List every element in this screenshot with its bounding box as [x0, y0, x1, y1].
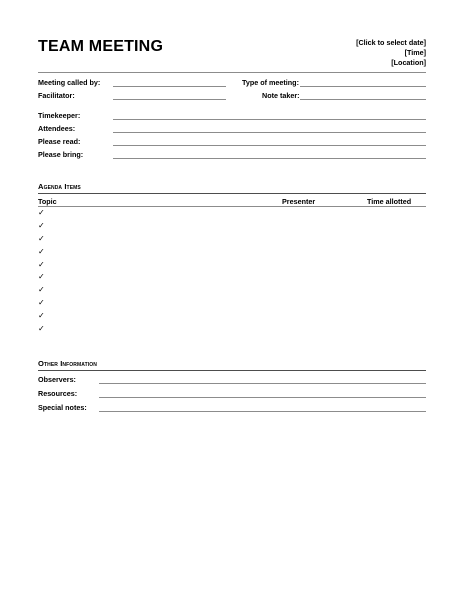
agenda-row-checkmark-icon[interactable]: ✓: [38, 234, 45, 243]
called-by-label: Meeting called by:: [38, 78, 101, 87]
agenda-heading: Agenda Items: [38, 182, 81, 191]
attendees-label: Attendees:: [38, 124, 76, 133]
agenda-row-checkmark-icon[interactable]: ✓: [38, 247, 45, 256]
agenda-row-checkmark-icon[interactable]: ✓: [38, 311, 45, 320]
agenda-row-checkmark-icon[interactable]: ✓: [38, 260, 45, 269]
please-bring-label: Please bring:: [38, 150, 84, 159]
special-notes-label: Special notes:: [38, 403, 87, 412]
col-time-allotted: Time allotted: [367, 197, 412, 206]
special-notes-field[interactable]: [99, 411, 426, 412]
facilitator-field[interactable]: [113, 99, 226, 100]
note-taker-label: Note taker:: [262, 91, 300, 100]
agenda-header-divider: [38, 206, 426, 207]
agenda-divider: [38, 193, 426, 194]
note-taker-field[interactable]: [300, 99, 426, 100]
facilitator-label: Facilitator:: [38, 91, 75, 100]
time-field[interactable]: [Time]: [404, 48, 426, 57]
observers-label: Observers:: [38, 375, 76, 384]
type-of-meeting-field[interactable]: [300, 86, 426, 87]
col-topic: Topic: [38, 197, 57, 206]
title-meeting: MEETING: [88, 38, 164, 55]
agenda-row-checkmark-icon[interactable]: ✓: [38, 285, 45, 294]
title-team: TEAM: [38, 38, 85, 55]
called-by-field[interactable]: [113, 86, 226, 87]
timekeeper-field[interactable]: [113, 119, 426, 120]
other-info-divider: [38, 370, 426, 371]
page-title: [38, 38, 163, 56]
resources-label: Resources:: [38, 389, 78, 398]
timekeeper-label: Timekeeper:: [38, 111, 81, 120]
please-bring-field[interactable]: [113, 158, 426, 159]
agenda-row-checkmark-icon[interactable]: ✓: [38, 221, 45, 230]
please-read-label: Please read:: [38, 137, 81, 146]
please-read-field[interactable]: [113, 145, 426, 146]
col-presenter: Presenter: [282, 197, 316, 206]
location-field[interactable]: [Location]: [391, 58, 426, 67]
other-info-heading: Other Information: [38, 359, 97, 368]
agenda-row-checkmark-icon[interactable]: ✓: [38, 298, 45, 307]
observers-field[interactable]: [99, 383, 426, 384]
agenda-row-checkmark-icon[interactable]: ✓: [38, 324, 45, 333]
attendees-field[interactable]: [113, 132, 426, 133]
agenda-row-checkmark-icon[interactable]: ✓: [38, 272, 45, 281]
resources-field[interactable]: [99, 397, 426, 398]
agenda-row-checkmark-icon[interactable]: ✓: [38, 208, 45, 217]
type-of-meeting-label: Type of meeting:: [242, 78, 299, 87]
header-divider: [38, 72, 426, 73]
date-field[interactable]: [Click to select date]: [356, 38, 426, 47]
